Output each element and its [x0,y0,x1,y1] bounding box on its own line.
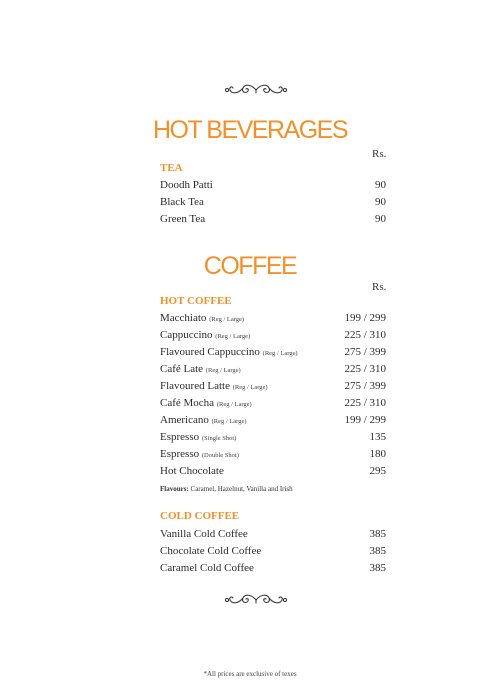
item-size-note: (Reg / Large) [209,316,245,323]
menu-item [160,412,386,429]
item-name: Vanilla Cold Coffee [160,528,248,540]
flavours-text: Caramel, Hazelnut, Vanilla and Irish [190,485,293,493]
item-name: Flavoured Cappuccino [160,346,260,358]
item-size-note: (Reg / Large) [215,333,251,340]
item-price: 275 / 399 [344,380,386,392]
menu-item [160,344,386,361]
scroll-flourish-icon [224,80,288,100]
menu-item [160,194,386,211]
item-price: 225 / 310 [344,363,386,375]
hot-coffee-section [160,294,386,494]
menu-item [160,361,386,378]
item-price: 275 / 399 [344,346,386,358]
cold-coffee-section [160,509,386,577]
item-size-note: (Reg / Large) [205,367,241,374]
item-price: 199 / 299 [344,414,386,426]
item-price: 135 [369,431,386,443]
top-flourish-icon [224,80,288,100]
item-price: 385 [369,528,386,540]
menu-item [160,211,386,228]
item-price: 225 / 310 [344,397,386,409]
item-name: Black Tea [160,196,204,208]
item-price: 90 [375,213,386,225]
flavours-note [160,484,386,494]
item-name: Café Late [160,363,204,375]
item-price: 90 [375,179,386,191]
menu-item [160,543,386,560]
tea-section [160,161,386,228]
item-size-note: (Reg / Large) [211,418,247,425]
cold-coffee-category-label: COLD COFFEE [160,510,240,522]
item-name: Caramel Cold Coffee [160,562,254,574]
item-price: 180 [369,448,386,460]
item-name: Cappuccino [160,329,213,341]
item-price: 199 / 299 [344,312,386,324]
menu-item [160,327,386,344]
tea-category-label: TEA [160,162,183,174]
hot-beverages-title: HOT BEVERAGES [153,116,347,144]
item-name: Macchiato [160,312,207,324]
item-size-note: (Single Shot) [201,435,237,442]
item-name: Espresso [160,431,200,443]
menu-item [160,526,386,543]
item-name: Green Tea [160,213,206,225]
menu-item [160,378,386,395]
item-name: Espresso [160,448,200,460]
item-name: Chocolate Cold Coffee [160,545,262,557]
menu-item [160,446,386,463]
menu-item [160,463,386,480]
bottom-flourish-icon [224,590,288,610]
item-name: Café Mocha [160,397,215,409]
currency-label: Rs. [372,281,387,293]
currency-label: Rs. [372,148,387,160]
item-price: 90 [375,196,386,208]
item-name: Americano [160,414,209,426]
hot-coffee-category-label: HOT COFFEE [160,295,232,307]
coffee-title: COFFEE [203,252,297,280]
price-footnote: *All prices are exclusive of texes [203,670,297,678]
item-price: 385 [369,545,386,557]
item-name: Flavoured Latte [160,380,230,392]
item-name: Hot Chocolate [160,465,224,477]
menu-item [160,560,386,577]
item-price: 225 / 310 [344,329,386,341]
item-size-note: (Reg / Large) [232,384,268,391]
item-price: 385 [369,562,386,574]
item-size-note: (Reg / Large) [262,350,298,357]
item-size-note: (Double Shot) [201,452,239,459]
menu-item [160,395,386,412]
item-name: Doodh Patti [160,179,213,191]
item-price: 295 [369,465,386,477]
item-size-note: (Reg / Large) [216,401,252,408]
menu-item [160,310,386,327]
flavours-label: Flavours: [160,485,189,493]
scroll-flourish-icon [224,590,288,610]
menu-item [160,177,386,194]
menu-item [160,429,386,446]
